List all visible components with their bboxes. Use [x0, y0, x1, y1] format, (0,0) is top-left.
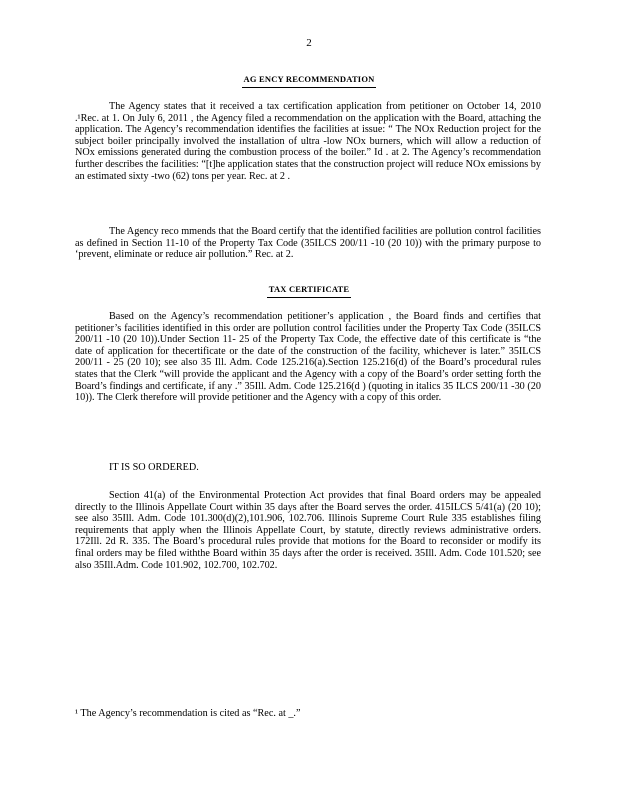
page-number: 2: [306, 37, 312, 49]
appeal-rights-paragraph: Section 41(a) of the Environmental Protection Act provides that final Board orders may be appealed directly to the Illinois Appellate Court within 35 days after the Board serves the order. 415ILCS 5/41(a) (20 10); see also 35Ill. Adm. Code 101.300(d)(2),101.906, 102.706. Illinois Supreme Court Rule 335 establishes filing requirements that apply when the Illinois Appellate Court, by statute, directly reviews administrative orders. 172Ill. 2d R. 335. The Board’s procedural rules provide that motions for the Board to reconsider or modify its final orders may be filed withthe Board within 35 days after the order is received. 35Ill. Adm. Code 101.520; see also 35Ill.Adm. Code 101.902, 102.700, 102.702.: [75, 490, 541, 571]
footnote: ¹ The Agency’s recommendation is cited as “Rec. at _.”: [75, 708, 301, 719]
footnote-divider: [75, 697, 215, 698]
tax-certificate-heading: TAX CERTIFICATE: [0, 284, 618, 298]
agency-paragraph-1: The Agency states that it received a tax certification application from petitioner on October 14, 2010 .¹Rec. at 1. On July 6, 2011 , the Agency filed a recommendation on the application with the Board, attaching the application. The Agency’s recommendation identifies the facilities at issue: “ The NOx Reduction project for the subject boiler principally involved the installation of ultra -low NOx burners, which will allow a reduction of NOx emissions generated during the combustion process of the boiler.” Id . at 2. The Agency’s recommendation further describes the facilities: “[t]he application states that the construction project will reduce NOx emissions by an estimated sixty -two (62) tons per year. Rec. at 2 .: [75, 101, 541, 182]
agency-recommendation-heading: AG ENCY RECOMMENDATION: [0, 74, 618, 88]
so-ordered-line: IT IS SO ORDERED.: [109, 462, 199, 473]
tax-certificate-paragraph: Based on the Agency’s recommendation petitioner’s application , the Board finds and certifies that petitioner’s facilities identified in this order are pollution control facilities under the Property Tax Code (35ILCS 200/11 -10 (20 10)).Under Section 11- 25 of the Property Tax Code, the effective date of this certificate is “the date of application for thecertificate or the date of the construction of the facility, whichever is later.” 35ILCS 200/11 - 25 (20 10); see also 35 Ill. Adm. Code 125.216(a).Section 125.216(d) of the Board’s procedural rules states that the Clerk “will provide the applicant and the Agency with a copy of the Board’s order setting forth the Board’s findings and certificate, if any .” 35Ill. Adm. Code 125.216(d ) (quoting in italics 35 ILCS 200/11 -30 (20 10)). The Clerk therefore will provide petitioner and the Agency with a copy of this order.: [75, 311, 541, 404]
agency-paragraph-2: The Agency reco mmends that the Board certify that the identified facilities are pollution control facilities as defined in Section 11-10 of the Property Tax Code (35ILCS 200/11 -10 (20 10)) with the primary purpose to ‘prevent, eliminate or reduce air pollution.” Rec. at 2.: [75, 226, 541, 261]
